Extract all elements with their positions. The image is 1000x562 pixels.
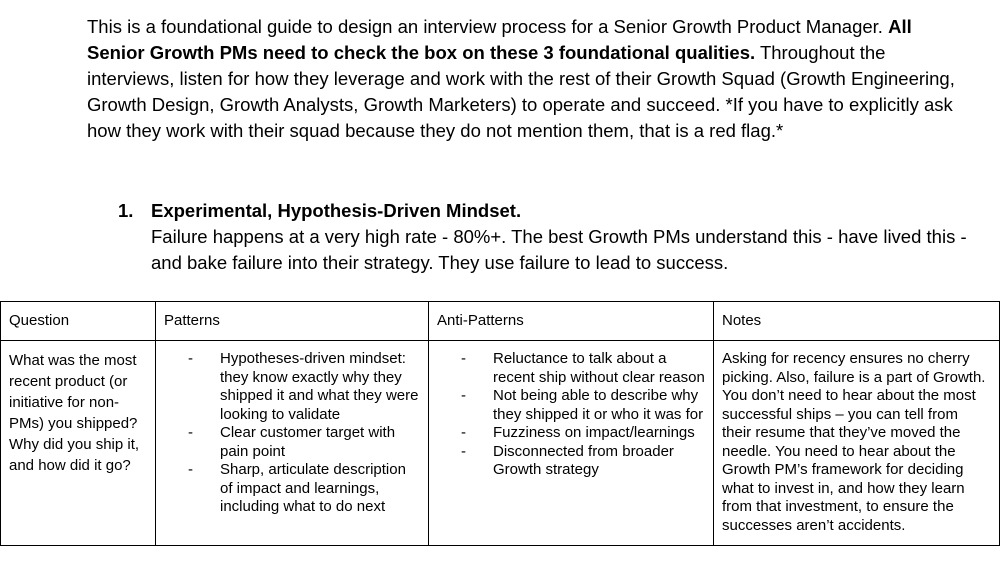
quality-description: Failure happens at a very high rate - 80%+. The best Growth PMs understand this - have lived this - and bake failure into their strategy. They use failure to lead to success.: [151, 226, 967, 273]
notes-cell: Asking for recency ensures no cherry picking. Also, failure is a part of Growth. You don’t need to hear about the most successful ships – you can tell from their resume that they’ve moved the needle. You need to hear about the Growth PM’s framework for deciding what to invest in, and how they learn from that investment, to ensure the successes aren’t accidents.: [714, 341, 1000, 546]
pattern-item: - Clear customer target with pain point: [220, 424, 420, 461]
header-question: Question: [1, 302, 156, 341]
header-anti-patterns: Anti-Patterns: [429, 302, 714, 341]
intro-text-start: This is a foundational guide to design an interview process for a Senior Growth Product Manager.: [87, 16, 889, 37]
question-cell: What was the most recent product (or initiative for non-PMs) you shipped? Why did you ship it, and how did it go?: [1, 341, 156, 546]
header-patterns: Patterns: [156, 302, 429, 341]
anti-patterns-cell: [429, 341, 714, 546]
anti-pattern-item: - Reluctance to talk about a recent ship without clear reason: [493, 350, 705, 387]
anti-pattern-item: - Fuzziness on impact/learnings: [493, 424, 705, 443]
anti-pattern-item: - Disconnected from broader Growth strategy: [493, 443, 705, 480]
anti-patterns-list: [437, 350, 705, 480]
table-header-row: [1, 302, 1000, 341]
table-row: [1, 341, 1000, 546]
header-notes: Notes: [714, 302, 1000, 341]
intro-bold-statement: All Senior Growth PMs need to check the box on these 3 foundational qualities.: [87, 16, 912, 63]
pattern-item: - Hypotheses-driven mindset: they know exactly why they shipped it and what they were looking to validate: [220, 350, 420, 424]
anti-pattern-item: - Not being able to describe why they shipped it or who it was for: [493, 387, 705, 424]
intro-paragraph: [87, 14, 967, 144]
list-item-content: [151, 198, 971, 276]
patterns-list: [164, 350, 420, 517]
pattern-item: - Sharp, articulate description of impact and learnings, including what to do next: [220, 461, 420, 517]
patterns-cell: [156, 341, 429, 546]
quality-heading: Experimental, Hypothesis-Driven Mindset.: [151, 200, 522, 221]
intro-text-end: Throughout the interviews, listen for how they leverage and work with the rest of their Growth Squad (Growth Engineering, Growth Design, Growth Analysts, Growth Marketers) to operate and succeed. *If you have to explicitly ask how they work with their squad because they do not mention them, that is a red flag.*: [87, 42, 955, 141]
list-number: 1.: [118, 200, 134, 221]
interview-guide-table: [0, 301, 1000, 546]
